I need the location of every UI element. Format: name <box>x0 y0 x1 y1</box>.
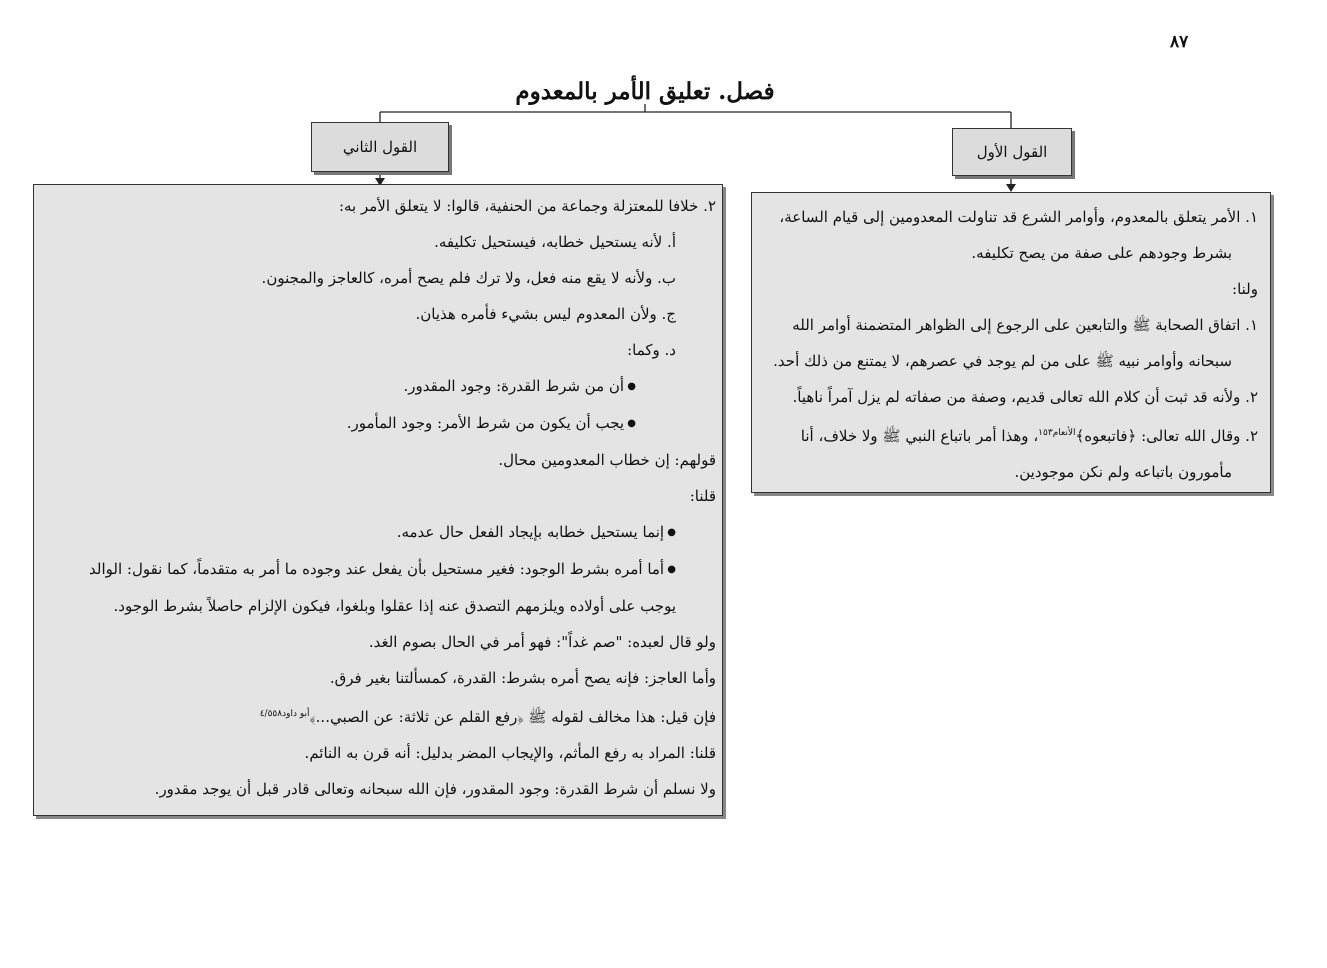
second-opinion-bullet: ● إنما يستحيل خطابه بإيجاد الفعل حال عدمه. <box>42 514 716 551</box>
second-opinion-line: قلنا: المراد به رفع المأثم، والإيجاب المضر بدليل: أنه قرن به النائم. <box>304 744 716 762</box>
second-opinion-bullet: ● أما أمره بشرط الوجود: فغير مستحيل بأن يفعل عند وجوده ما أمر به متقدماً، كما نقول: الوالد <box>42 551 716 588</box>
second-opinion-line: أ. لأنه يستحيل خطابه، فيستحيل تكليفه. <box>434 233 676 251</box>
page-number: ٨٧ <box>1170 32 1189 52</box>
second-opinion-line: ولا نسلم أن شرط القدرة: وجود المقدور، فإن الله سبحانه وتعالى قادر قبل أن يوجد مقدور. <box>154 780 716 798</box>
first-opinion-line: ٢. ولأنه قد ثبت أن كلام الله تعالى قديم، وصفة من صفاته لم يزل آمراً ناهياً. <box>792 388 1258 406</box>
second-opinion-line: ولو قال لعبده: "صم غداً": فهو أمر في الحال بصوم الغد. <box>368 633 716 651</box>
first-opinion-line: سبحانه وأوامر نبيه ﷺ على من لم يوجد في عصرهم، لا يمتنع من ذلك أحد. <box>773 352 1232 370</box>
second-opinion-line <box>42 696 716 735</box>
second-opinion-line: وأما العاجز: فإنه يصح أمره بشرط: القدرة، كمسألتنا بغير فرق. <box>329 669 716 687</box>
first-opinion-panel <box>751 192 1271 493</box>
quran-reference: الأنعام١٥٣ <box>1038 428 1076 438</box>
first-opinion-line-part: ، وهذا أمر باتباع النبي ﷺ ولا خلاف، أنا <box>800 427 1039 445</box>
page-title: فصل. تعليق الأمر بالمعدوم <box>515 78 775 105</box>
second-opinion-line: ٢. خلافا للمعتزلة وجماعة من الحنفية، قالوا: لا يتعلق الأمر به: <box>338 197 716 215</box>
second-opinion-bullet: ● يجب أن يكون من شرط الأمر: وجود المأمور. <box>42 405 716 442</box>
second-opinion-bullet: ● أن من شرط القدرة: وجود المقدور. <box>42 368 716 405</box>
first-opinion-line: ١. اتفاق الصحابة ﷺ والتابعين على الرجوع إلى الظواهر المتضمنة أوامر الله <box>792 316 1258 334</box>
first-opinion-line-part: ٢. وقال الله تعالى: ﴿فاتبعوه﴾ <box>1075 427 1258 445</box>
second-opinion-line-part: فإن قيل: هذا مخالف لقوله ﷺ ﴿رفع القلم عن ثلاثة: عن الصبي...﴾ <box>309 708 716 726</box>
second-opinion-panel <box>33 184 723 816</box>
second-opinion-line: قولهم: إن خطاب المعدومين محال. <box>498 451 716 469</box>
second-opinion-line: ج. ولأن المعدوم ليس بشيء فأمره هذيان. <box>415 305 676 323</box>
first-opinion-line: ولنا: <box>1232 280 1258 298</box>
first-opinion-line: ١. الأمر يتعلق بالمعدوم، وأوامر الشرع قد تناولت المعدومين إلى قيام الساعة، <box>779 208 1258 226</box>
first-opinion-line: مأمورون باتباعه ولم نكن موجودين. <box>1014 463 1232 481</box>
second-opinion-line: د. وكما: <box>627 341 676 359</box>
first-opinion-line: بشرط وجودهم على صفة من يصح تكليفه. <box>971 244 1232 262</box>
hadith-reference: أبو داود٤/٥٥٨ <box>259 709 310 719</box>
second-opinion-line: يوجب على أولاده ويلزمهم التصدق عنه إذا عقلوا وبلغوا، فيكون الإلزام حاصلاً بشرط الوجود. <box>113 597 676 615</box>
first-opinion-label: القول الأول <box>952 128 1072 176</box>
second-opinion-label: القول الثاني <box>311 122 449 172</box>
first-opinion-line <box>764 415 1258 454</box>
second-opinion-line: ب. ولأنه لا يقع منه فعل، ولا ترك فلم يصح أمره، كالعاجز والمجنون. <box>261 269 676 287</box>
second-opinion-line: قلنا: <box>689 487 716 505</box>
